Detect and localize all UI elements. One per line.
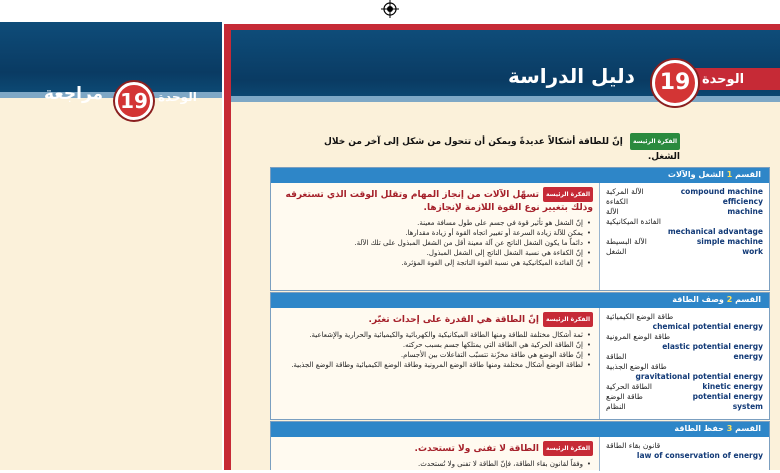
vocabulary-list <box>599 308 769 419</box>
vocab-item: الآلة المركبة compound machine <box>606 187 763 196</box>
vocab-item: الطاقة energy <box>606 352 763 361</box>
right-unit-badge: 19 <box>652 60 698 106</box>
section-name: الشغل والآلات <box>667 170 724 179</box>
main-idea-tag: الفكرة الرئيسة <box>543 312 593 327</box>
big-idea-text: إنّ للطاقة أشكالاً عديدةً ويمكن أن تتحول من شكل إلى آخر من خلال الشغل. <box>324 137 680 162</box>
main-idea: الفكرة الرئيسةالطاقة لا تفنى ولا تستحدث. <box>279 441 593 456</box>
section-3 <box>270 421 770 470</box>
section-name: حفظ الطاقة <box>674 424 724 433</box>
section-name: وصف الطاقة <box>672 295 724 304</box>
vocab-item: law of conservation of energy <box>636 451 763 460</box>
vocab-item: طاقة الوضع الكيميائية <box>606 312 674 321</box>
vocabulary-list <box>599 183 769 290</box>
bullet-item: • يمكن للآلة زيادة السرعة أو تغيير اتجاه القوة أو زيادة مقدارها. <box>279 228 583 238</box>
registration-mark-icon <box>381 0 399 18</box>
big-idea-tag: الفكرة الرئيسة <box>630 133 680 150</box>
vocab-item: chemical potential energy <box>652 322 763 331</box>
section-content <box>271 183 601 272</box>
section-label: القسم <box>735 170 761 179</box>
section-1-header <box>271 168 769 183</box>
bullet-item: • إنّ الشغل هو تأثير قوة في جسم على طول مسافة معينة. <box>279 218 583 228</box>
left-unit-badge: 19 <box>115 82 153 120</box>
main-idea: الفكرة الرئيسةإنّ الطاقة هي القدرة على إحداث تغيّر. <box>279 312 593 327</box>
left-unit-label: الوحدة <box>158 90 197 104</box>
bullet-item: • ثمة أشكال مختلفة للطاقة ومنها الطاقة الميكانيكية والكهربائية والكيميائية والحرارية والإشعاعية. <box>279 330 583 340</box>
bullet-item: • دائماً ما يكون الشغل الناتج عن آلة معينة أقل من الشغل المبذول على تلك الآلة. <box>279 238 583 248</box>
bullet-item: • إنّ الفائدة الميكانيكية هي نسبة القوة الناتجة إلى القوة المؤثرة. <box>279 258 583 268</box>
vocab-item: mechanical advantage <box>667 227 763 236</box>
vocab-item: طاقة الوضع المرونية <box>606 332 671 341</box>
vocab-item: الآلة machine <box>606 207 763 216</box>
section-3-header <box>271 422 769 437</box>
section-content <box>271 308 601 374</box>
left-page-title: مراجعة <box>44 84 104 104</box>
vocab-item: النظام system <box>606 402 763 411</box>
bullet-item: • وفقاً لقانون بقاء الطاقة، فإنّ الطاقة لا تفنى ولا تُستحدث. <box>279 459 583 469</box>
main-idea: الفكرة الرئيسةتسهّل الآلات من إنجاز المهام وتقلل الوقت الذي تستغرقه وذلك بتغيير نوع القوة اللازمة لإنجازها. <box>279 187 593 215</box>
section-1 <box>270 167 770 291</box>
section-label: القسم <box>735 424 761 433</box>
bullet-item: • إنّ الكفاءة هي نسبة الشغل الناتج إلى الشغل المبذول. <box>279 248 583 258</box>
vocab-item: elastic potential energy <box>662 342 763 351</box>
vocab-item: الكفاءة efficiency <box>606 197 763 206</box>
section-number: 2 <box>726 295 733 304</box>
section-content <box>271 437 601 473</box>
main-idea-tag: الفكرة الرئيسة <box>543 187 593 202</box>
vocab-item: طاقة الوضع potential energy <box>606 392 763 401</box>
bullet-item: • لطاقة الوضع أشكال مختلفة ومنها طاقة الوضع المرونية وطاقة الوضع الكيميائية وطاقة الوضع الجذبية. <box>279 360 583 370</box>
big-idea-intro <box>320 133 680 165</box>
bullet-item: • إنّ الطاقة الحركية هي الطاقة التي يمتلكها جسم بسبب حركته. <box>279 340 583 350</box>
section-number: 3 <box>726 424 733 433</box>
section-number: 1 <box>726 170 733 179</box>
vocab-item: الفائدة الميكانيكية <box>606 217 661 226</box>
section-2-header <box>271 293 769 308</box>
section-2 <box>270 292 770 420</box>
left-page-header <box>0 22 222 94</box>
section-label: القسم <box>735 295 761 304</box>
vocab-item: الآلة البسيطة simple machine <box>606 237 763 246</box>
study-guide-title: دليل الدراسة <box>508 64 635 88</box>
vocab-item: gravitational potential energy <box>635 372 763 381</box>
main-idea-tag: الفكرة الرئيسة <box>543 441 593 456</box>
vocab-item: قانون بقاء الطاقة <box>606 441 661 450</box>
vocab-item: الطاقة الحركية kinetic energy <box>606 382 763 391</box>
vocabulary-list <box>599 437 769 471</box>
vocab-item: طاقة الوضع الجذبية <box>606 362 667 371</box>
right-page-header <box>231 30 780 102</box>
right-unit-label: الوحدة <box>702 72 745 87</box>
vocab-item: الشغل work <box>606 247 763 256</box>
bullet-item: • إنّ طاقة الوضع هي طاقة مخزّنة تتسبّب التفاعلات بين الأجسام. <box>279 350 583 360</box>
